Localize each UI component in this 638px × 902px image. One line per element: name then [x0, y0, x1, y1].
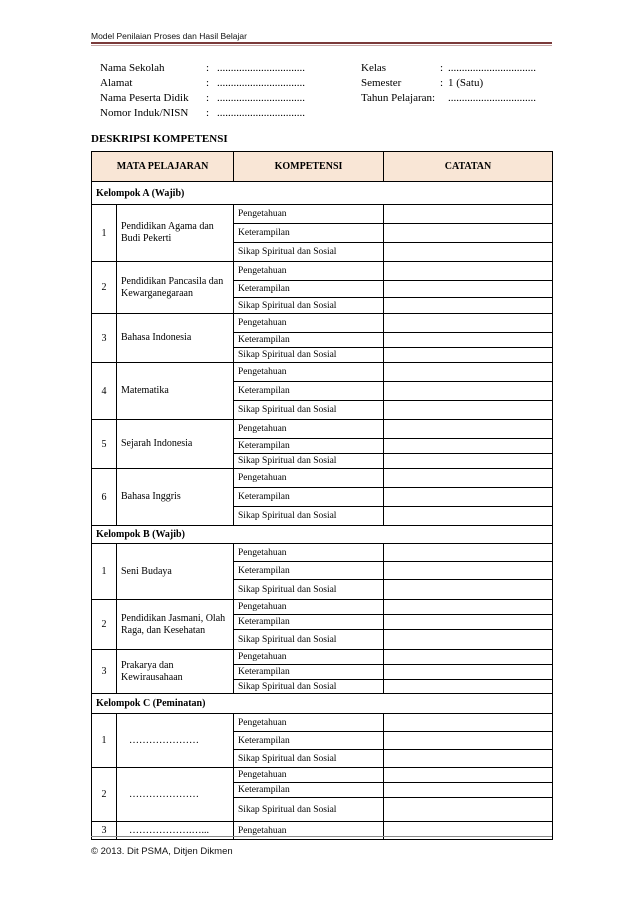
note-cell[interactable]: [384, 363, 553, 382]
student-info-right: [361, 61, 536, 106]
info-value: ................................: [217, 62, 305, 74]
info-label: Nama Sekolah: [100, 62, 165, 74]
subject-name: Matematika: [117, 363, 234, 420]
competency-attitude: Sikap Spiritual dan Sosial: [234, 580, 384, 600]
competency-attitude: Sikap Spiritual dan Sosial: [234, 454, 384, 469]
table-row: [92, 600, 553, 615]
info-label: Alamat: [100, 77, 133, 89]
competency-knowledge: Pengetahuan: [234, 714, 384, 732]
group-row: [92, 694, 553, 714]
note-cell[interactable]: [384, 262, 553, 281]
note-cell[interactable]: [384, 401, 553, 420]
subject-name: Bahasa Indonesia: [117, 314, 234, 363]
note-cell[interactable]: [384, 544, 553, 562]
header-kompetensi: KOMPETENSI: [234, 152, 384, 182]
note-cell[interactable]: [384, 488, 553, 507]
table-row: [92, 544, 553, 562]
info-row-class: [361, 61, 536, 76]
info-colon: :: [206, 107, 210, 119]
header-rule: [91, 42, 552, 44]
info-label: Semester: [361, 77, 402, 89]
note-cell[interactable]: [384, 298, 553, 314]
info-label: Nama Peserta Didik: [100, 92, 189, 104]
info-value: ................................: [448, 62, 536, 74]
competency-knowledge: Pengetahuan: [234, 314, 384, 333]
header-catatan: CATATAN: [384, 152, 553, 182]
row-number: 1: [92, 544, 117, 600]
competency-skill: Keterampilan: [234, 732, 384, 750]
competency-attitude: Sikap Spiritual dan Sosial: [234, 348, 384, 363]
competency-knowledge: Pengetahuan: [234, 768, 384, 783]
info-colon: :: [440, 62, 444, 74]
subject-name: …………………: [117, 768, 234, 822]
row-number: 2: [92, 262, 117, 314]
info-row-address: [100, 76, 305, 91]
subject-name: Seni Budaya: [117, 544, 234, 600]
competency-attitude: Sikap Spiritual dan Sosial: [234, 298, 384, 314]
note-cell[interactable]: [384, 281, 553, 298]
competency-knowledge: Pengetahuan: [234, 600, 384, 615]
info-row-school: [100, 61, 305, 76]
subject-name: Bahasa Inggris: [117, 469, 234, 526]
info-label: Nomor Induk/NISN: [100, 107, 189, 119]
row-number: 4: [92, 363, 117, 420]
subject-name: Pendidikan Agama dan Budi Pekerti: [117, 205, 234, 262]
table-row: [92, 363, 553, 382]
table-row: [92, 262, 553, 281]
note-cell[interactable]: [384, 469, 553, 488]
competency-attitude: Sikap Spiritual dan Sosial: [234, 401, 384, 420]
group-row: [92, 526, 553, 544]
info-row-school-year: [361, 91, 536, 106]
competency-skill: Keterampilan: [234, 382, 384, 401]
competency-skill: Keterampilan: [234, 333, 384, 348]
info-value: ................................: [448, 92, 536, 104]
row-number: 3: [92, 314, 117, 363]
note-cell[interactable]: [384, 714, 553, 732]
subject-name: Pendidikan Pancasila dan Kewarganegaraan: [117, 262, 234, 314]
table-row: [92, 314, 553, 333]
note-cell[interactable]: [384, 333, 553, 348]
competency-knowledge: Pengetahuan: [234, 205, 384, 224]
table-row: [92, 768, 553, 783]
competency-knowledge: Pengetahuan: [234, 469, 384, 488]
row-number: 1: [92, 205, 117, 262]
competency-attitude: Sikap Spiritual dan Sosial: [234, 630, 384, 650]
note-cell[interactable]: [384, 615, 553, 630]
competency-attitude: Sikap Spiritual dan Sosial: [234, 243, 384, 262]
info-value: ................................: [217, 92, 305, 104]
row-number: 1: [92, 714, 117, 768]
info-value: ................................: [217, 107, 305, 119]
info-colon: :: [206, 62, 210, 74]
competency-skill: Keterampilan: [234, 488, 384, 507]
info-colon: :: [206, 92, 210, 104]
subject-name: Sejarah Indonesia: [117, 420, 234, 469]
note-cell[interactable]: [384, 562, 553, 580]
note-cell[interactable]: [384, 665, 553, 680]
note-cell[interactable]: [384, 507, 553, 526]
note-cell[interactable]: [384, 600, 553, 615]
header-mapel: MATA PELAJARAN: [92, 152, 234, 182]
note-cell[interactable]: [384, 314, 553, 333]
competency-attitude: Sikap Spiritual dan Sosial: [234, 507, 384, 526]
competency-attitude: Sikap Spiritual dan Sosial: [234, 798, 384, 822]
info-colon: :: [206, 77, 210, 89]
subject-name: ……………….…...: [117, 822, 234, 840]
note-cell[interactable]: [384, 650, 553, 665]
footer-rule: [91, 836, 552, 837]
competency-knowledge: Pengetahuan: [234, 262, 384, 281]
table-row: [92, 714, 553, 732]
note-cell[interactable]: [384, 630, 553, 650]
row-number: 3: [92, 822, 117, 840]
row-number: 2: [92, 600, 117, 650]
competency-skill: Keterampilan: [234, 615, 384, 630]
note-cell[interactable]: [384, 680, 553, 694]
table-header-row: [92, 152, 553, 182]
note-cell[interactable]: [384, 454, 553, 469]
note-cell[interactable]: [384, 439, 553, 454]
competency-skill: Keterampilan: [234, 783, 384, 798]
competency-attitude: Sikap Spiritual dan Sosial: [234, 680, 384, 694]
competency-skill: Keterampilan: [234, 281, 384, 298]
info-colon: :: [440, 77, 444, 89]
note-cell[interactable]: [384, 205, 553, 224]
row-number: 6: [92, 469, 117, 526]
row-number: 5: [92, 420, 117, 469]
page-footer: © 2013. Dit PSMA, Ditjen Dikmen: [91, 846, 233, 857]
info-row-semester: [361, 76, 536, 91]
table-row: [92, 420, 553, 439]
competency-skill: Keterampilan: [234, 665, 384, 680]
note-cell[interactable]: [384, 243, 553, 262]
group-title: Kelompok B (Wajib): [92, 526, 553, 544]
note-cell[interactable]: [384, 224, 553, 243]
competency-attitude: Sikap Spiritual dan Sosial: [234, 750, 384, 768]
student-info-left: [100, 61, 305, 121]
competency-knowledge: Pengetahuan: [234, 544, 384, 562]
competency-knowledge: Pengetahuan: [234, 650, 384, 665]
subject-name: …………………: [117, 714, 234, 768]
info-colon: [440, 91, 448, 106]
competency-knowledge: Pengetahuan: [234, 363, 384, 382]
note-cell[interactable]: [384, 783, 553, 798]
page-header: Model Penilaian Proses dan Hasil Belajar: [91, 31, 247, 41]
group-row: [92, 182, 553, 205]
competency-knowledge: Pengetahuan: [234, 822, 384, 840]
row-number: 3: [92, 650, 117, 694]
table-row: [92, 650, 553, 665]
info-row-student-name: [100, 91, 305, 106]
note-cell[interactable]: [384, 580, 553, 600]
note-cell[interactable]: [384, 732, 553, 750]
header-rule-thin: [91, 45, 552, 46]
info-value: ................................: [217, 77, 305, 89]
subject-name: Pendidikan Jasmani, Olah Raga, dan Kesehatan: [117, 600, 234, 650]
info-label: Kelas: [361, 62, 387, 74]
note-cell[interactable]: [384, 420, 553, 439]
note-cell[interactable]: [384, 750, 553, 768]
group-title: Kelompok A (Wajib): [92, 182, 553, 205]
row-number: 2: [92, 768, 117, 822]
table-row: [92, 469, 553, 488]
info-label: Tahun Pelajaran:: [361, 92, 436, 104]
competency-skill: Keterampilan: [234, 439, 384, 454]
competency-skill: Keterampilan: [234, 224, 384, 243]
note-cell[interactable]: [384, 382, 553, 401]
competency-table: [91, 151, 553, 840]
table-row: [92, 205, 553, 224]
section-title: DESKRIPSI KOMPETENSI: [91, 133, 228, 145]
competency-skill: Keterampilan: [234, 562, 384, 580]
info-value: 1 (Satu): [448, 77, 484, 89]
note-cell[interactable]: [384, 768, 553, 783]
note-cell[interactable]: [384, 798, 553, 822]
subject-name: Prakarya dan Kewirausahaan: [117, 650, 234, 694]
note-cell[interactable]: [384, 348, 553, 363]
info-row-nisn: [100, 106, 305, 121]
competency-knowledge: Pengetahuan: [234, 420, 384, 439]
group-title: Kelompok C (Peminatan): [92, 694, 553, 714]
